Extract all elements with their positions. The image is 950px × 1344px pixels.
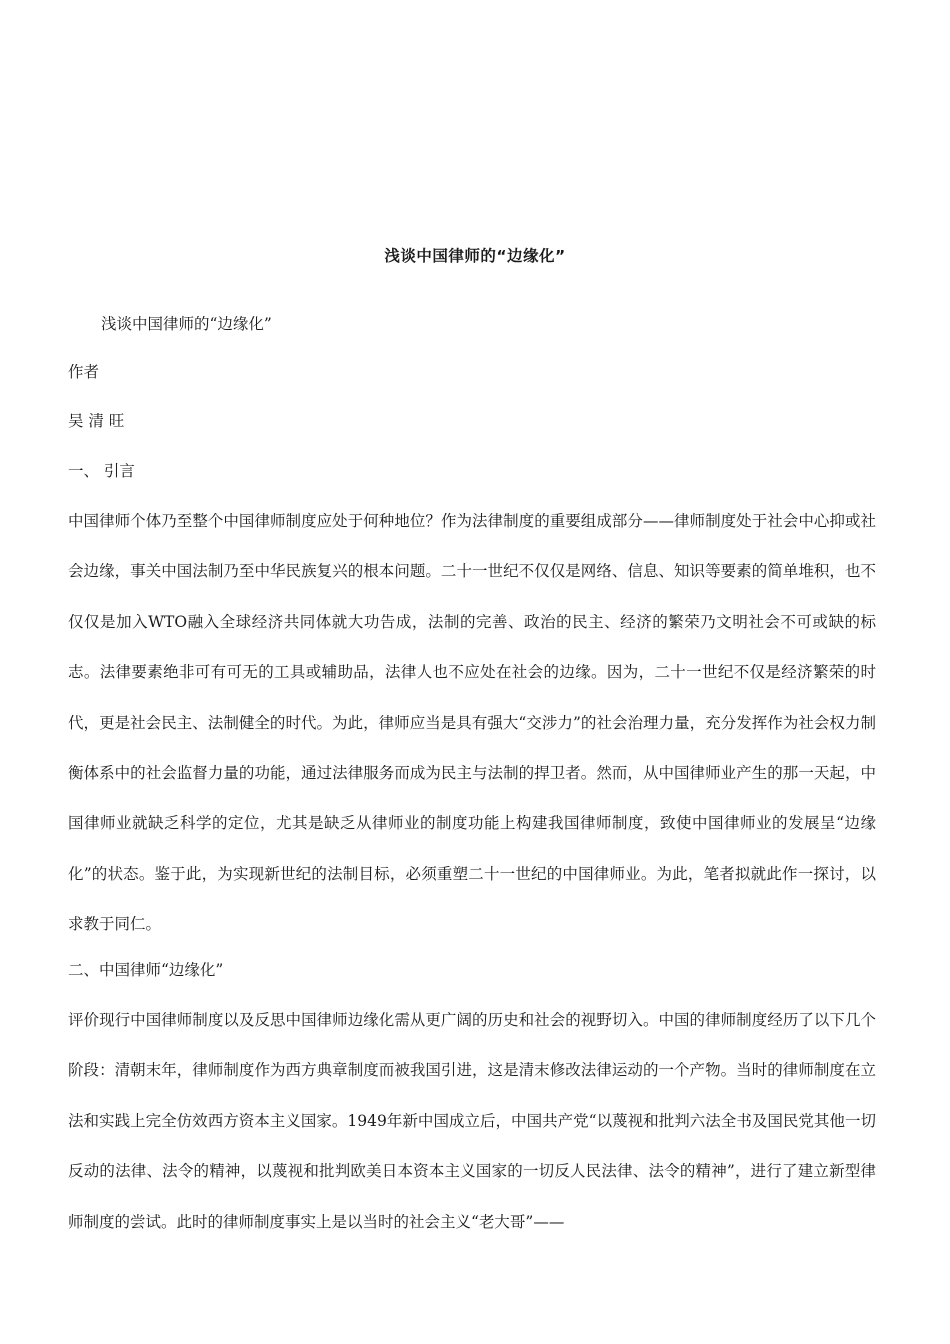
document-subtitle: 浅谈中国律师的“边缘化”: [101, 315, 272, 333]
author-name: 吴 清 旺: [68, 412, 125, 430]
marginalization-paragraph: 评价现行中国律师制度以及反思中国律师边缘化需从更广阔的历史和社会的视野切入。中国的律师制度经历了以下几个阶段：清朝末年，律师制度作为西方典章制度而被我国引进，这是清末修改法律运动的一个产物。当时的律师制度在立法和实践上完全仿效西方资本主义国家。1949年新中国成立后，中国共产党“以蔑视和批判六法全书及国民党其他一切反动的法律、法令的精神，以蔑视和批判欧美日本资本主义国家的一切反人民法律、法令的精神”，进行了建立新型律师制度的尝试。此时的律师制度事实上是以当时的社会主义“老大哥”——: [68, 1011, 876, 1231]
section-heading-introduction: 一、 引言: [68, 462, 135, 480]
document-title: 浅谈中国律师的“边缘化”: [384, 247, 566, 265]
introduction-paragraph: 中国律师个体乃至整个中国律师制度应处于何种地位？作为法律制度的重要组成部分——律师制度处于社会中心抑或社会边缘，事关中国法制乃至中华民族复兴的根本问题。二十一世纪不仅仅是网络、信息、知识等要素的简单堆积，也不仅仅是加入WTO融入全球经济共同体就大功告成，法制的完善、政治的民主、经济的繁荣乃文明社会不可或缺的标志。法律要素绝非可有可无的工具或辅助品，法律人也不应处在社会的边缘。因为，二十一世纪不仅是经济繁荣的时代，更是社会民主、法制健全的时代。为此，律师应当是具有强大“交涉力”的社会治理力量，充分发挥作为社会权力制衡体系中的社会监督力量的功能，通过法律服务而成为民主与法制的捍卫者。然而，从中国律师业产生的那一天起，中国律师业就缺乏科学的定位，尤其是缺乏从律师业的制度功能上构建我国律师制度，致使中国律师业的发展呈“边缘化”的状态。鉴于此，为实现新世纪的法制目标，必须重塑二十一世纪的中国律师业。为此，笔者拟就此作一探讨，以求教于同仁。: [68, 512, 876, 934]
section-heading-marginalization: 二、中国律师“边缘化”: [68, 961, 224, 979]
author-label: 作者: [68, 363, 100, 381]
